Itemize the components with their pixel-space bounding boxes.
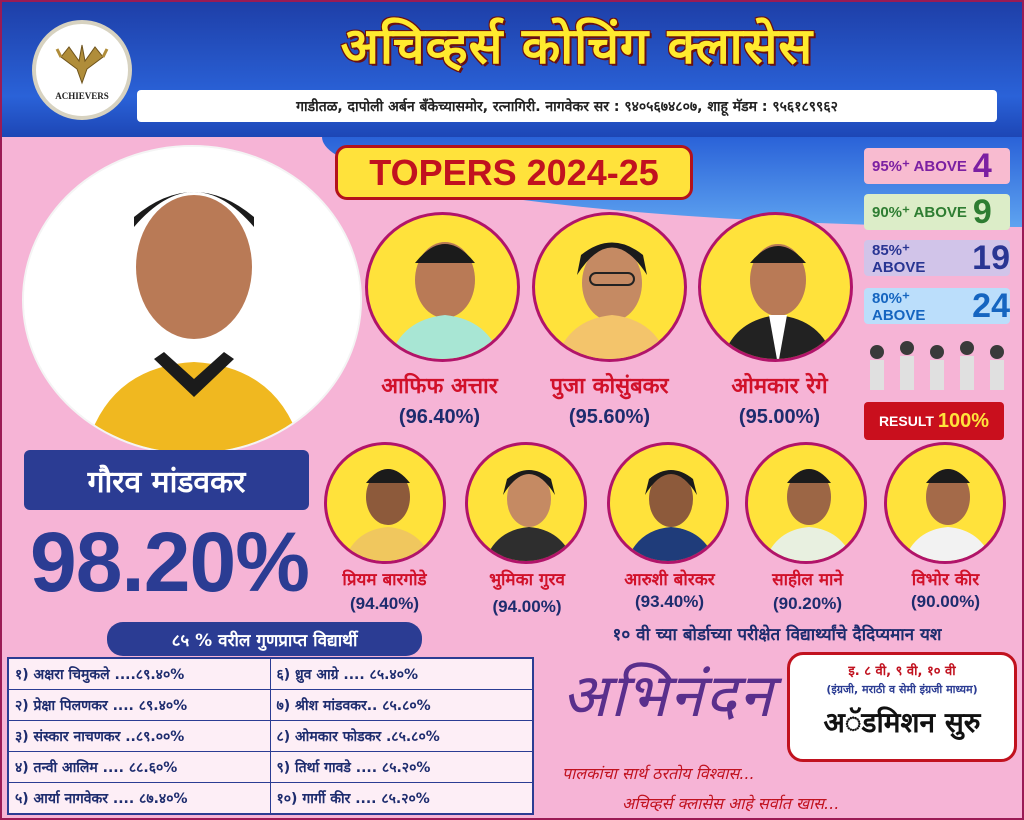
institute-title: अचिव्हर्स कोचिंग क्लासेस — [340, 17, 814, 75]
student-percent: (95.00%) — [738, 406, 821, 428]
result-label: RESULT — [878, 413, 934, 429]
student-photo-bhumika — [465, 442, 587, 564]
stat-label: 85%⁺ ABOVE — [872, 241, 926, 276]
stat-95-above — [864, 148, 1010, 184]
list-item: १) अक्षरा चिमुकले ....८९.४०% — [9, 659, 271, 689]
student-percent: (93.40%) — [635, 592, 704, 611]
list-item: २) प्रेक्षा पिलणकर .... ८९.४०% — [9, 690, 271, 720]
list-title: ८५ % वरील गुणप्राप्त विद्यार्थी — [107, 622, 422, 656]
list-item: ५) आर्या नागवेकर .... ८७.४०% — [9, 783, 271, 814]
header — [2, 2, 1024, 137]
person-silhouette-icon — [748, 445, 867, 564]
stat-label: 90%⁺ ABOVE — [872, 204, 967, 221]
stat-count: 19 — [972, 238, 1010, 277]
list-row — [9, 690, 532, 721]
person-silhouette-icon — [610, 445, 729, 564]
list-row — [9, 659, 532, 690]
person-silhouette-icon — [24, 147, 362, 455]
admission-box — [787, 652, 1017, 762]
stat-count: 24 — [972, 286, 1010, 325]
person-silhouette-icon — [887, 445, 1006, 564]
student-photo-priyam — [324, 442, 446, 564]
admission-classes: इ. ८ वी, ९ वी, १० वी — [848, 664, 956, 679]
person-silhouette-icon — [701, 215, 853, 362]
student-percent: (96.40%) — [398, 406, 481, 428]
student-photo-vibhor — [884, 442, 1006, 564]
list-item: ३) संस्कार नाचणकर ..८९.००% — [9, 721, 271, 751]
slogan-line-1: पालकांचा सार्थ ठरतोय विश्वास... — [562, 764, 755, 783]
stat-80-above — [864, 288, 1010, 324]
student-percent: (94.40%) — [350, 594, 419, 613]
student-name: ओमकार रेगे — [731, 374, 828, 399]
main-topper-photo — [22, 145, 362, 455]
list-item: ६) ध्रुव आग्रे .... ८५.४०% — [276, 666, 419, 683]
list-item: ८) ओमकार फोडकर .८५.८०% — [276, 728, 440, 745]
board-result-tagline: १० वी च्या बोर्डाच्या परीक्षेत विद्यार्थ्यांचे दैदिप्यमान यश — [612, 625, 942, 645]
admission-status: अॅडमिशन सुरु — [823, 706, 981, 739]
list-item: ९) तिर्था गावडे .... ८५.२०% — [276, 759, 431, 776]
student-name: आरुशी बोरकर — [624, 570, 715, 590]
slogan-line-2: अचिव्हर्स क्लासेस आहे सर्वात खास... — [622, 794, 840, 813]
admission-medium: (इंग्रजी, मराठी व सेमी इंग्रजी माध्यम) — [826, 683, 978, 696]
person-silhouette-icon — [535, 215, 687, 362]
list-item: ७) श्रीश मांडवकर.. ८५.८०% — [276, 697, 431, 714]
student-photo-omkar — [698, 212, 853, 362]
list-item: ४) तन्वी आलिम .... ८८.६०% — [9, 752, 271, 782]
student-percent: (95.60%) — [568, 406, 651, 428]
list-row — [9, 752, 532, 783]
abhinandan-text: अभिनंदन — [562, 661, 775, 731]
stat-count: 4 — [972, 146, 992, 185]
logo-text: ACHIEVERS — [55, 91, 109, 101]
students-group-icon — [857, 332, 1017, 402]
student-percent: (90.20%) — [773, 594, 842, 613]
student-name: प्रियम बारगोडे — [342, 570, 427, 590]
main-topper-percent: 98.20% — [30, 515, 309, 609]
student-name: पुजा कोसुंबकर — [550, 374, 669, 399]
list-row — [9, 721, 532, 752]
stat-count: 9 — [972, 192, 992, 231]
student-photo-puja — [532, 212, 687, 362]
list-row — [9, 783, 532, 814]
eagle-icon — [55, 39, 109, 89]
student-name: आफिफ अत्तार — [381, 374, 498, 399]
list-item: १०) गार्गी कीर .... ८५.२०% — [276, 791, 430, 807]
person-silhouette-icon — [468, 445, 587, 564]
student-photo-arushi — [607, 442, 729, 564]
achievers-logo — [32, 20, 132, 120]
stat-label: 95%⁺ ABOVE — [872, 158, 967, 175]
stat-90-above — [864, 194, 1010, 230]
student-name: साहील माने — [772, 570, 843, 590]
person-silhouette-icon — [327, 445, 446, 564]
student-percent: (90.00%) — [911, 592, 980, 611]
student-name: विभोर कीर — [911, 570, 980, 590]
above-85-list — [7, 657, 534, 815]
topers-badge: TOPERS 2024-25 — [335, 145, 693, 200]
stat-85-above — [864, 240, 1010, 276]
stat-label: 80%⁺ ABOVE — [872, 289, 926, 324]
main-topper-name: गौरव मांडवकर — [24, 450, 309, 510]
address-bar: गाडीतळ, दापोली अर्बन बँकेच्यासमोर, रत्नागिरी. नागवेकर सर : ९४०५६७४८०७, शाहू मॅडम : ९५६१८९९६२ — [137, 90, 997, 122]
student-name: भुमिका गुरव — [489, 570, 565, 590]
result-badge — [864, 402, 1004, 440]
person-silhouette-icon — [368, 215, 520, 362]
result-value: 100% — [937, 409, 990, 432]
student-percent: (94.00%) — [492, 597, 562, 616]
student-photo-afif — [365, 212, 520, 362]
students-celebration-image — [857, 332, 1017, 402]
student-photo-sahil — [745, 442, 867, 564]
